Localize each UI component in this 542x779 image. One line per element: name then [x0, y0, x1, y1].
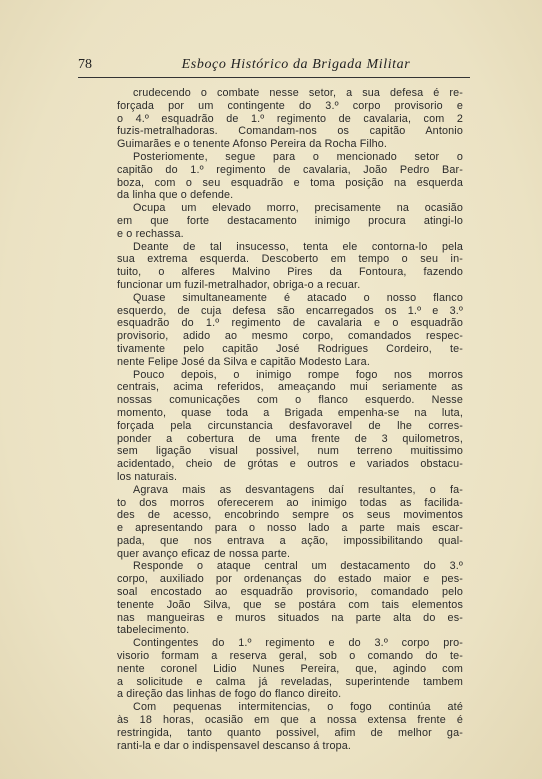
paragraph	[117, 87, 463, 151]
text-line: los naturais.	[117, 470, 178, 483]
text-line: quer avanço eficaz de nossa parte.	[117, 547, 291, 560]
text-line: e o rechassa.	[117, 227, 184, 240]
text-line: tenente João Silva, que se postára com tais elementos	[117, 598, 463, 611]
page-number: 78	[78, 57, 92, 72]
page-header	[78, 55, 470, 78]
body-text	[117, 87, 463, 752]
text-line: nente coronel Lidio Nunes Pereira, que, agindo com	[117, 662, 463, 675]
text-line: o 4.º esquadrão de 1.º regimento de cavalaria, com 2	[117, 112, 463, 125]
text-line: forçada por um contingente do 3.º corpo provisorio e	[117, 99, 463, 112]
text-line: da linha que o defende.	[117, 189, 234, 202]
text-line: acidentado, cheio de grótas e outros e variados obstacu-	[117, 458, 463, 471]
text-line: Deante de tal insucesso, tenta ele contorna-lo pela	[133, 240, 463, 253]
text-line: funcionar um fuzil-metralhador, obriga-o a recuar.	[117, 278, 361, 291]
text-line: ponder a cobertura de uma frente de 3 quilometros,	[117, 432, 463, 445]
text-line: centrais, acima referidos, ameaçando mui seriamente as	[117, 381, 463, 394]
paragraph	[117, 484, 463, 561]
text-line: nas mangueiras e muros situados na parte alta do es-	[117, 611, 463, 624]
text-line: provisorio, adido ao mesmo corpo, comandados respec-	[117, 330, 463, 343]
text-line: boza, com o seu esquadrão e toma posição na esquerda	[117, 176, 463, 189]
text-line: Quase simultaneamente é atacado o nosso flanco	[133, 291, 463, 304]
text-line: visorio formam a reserva geral, sob o comando do te-	[117, 650, 463, 663]
text-line: Agrava mais as desvantagens daí resultantes, o fa-	[133, 483, 463, 496]
text-line: Responde o ataque central um destacamento do 3.º	[133, 560, 463, 573]
paragraph	[117, 560, 463, 637]
text-line: momento, quase toda a Brigada empenha-se na luta,	[117, 406, 463, 419]
running-title: Esboço Histórico da Brigada Militar	[181, 57, 411, 72]
text-line: des de acesso, encobrindo sempre os seus movimentos	[117, 509, 463, 522]
text-line: esquadrão do 1.º regimento de cavalaria e o esquadrão	[117, 317, 463, 330]
text-line: corpo, auxiliado por ordenanças do estado maior e pes-	[117, 573, 463, 586]
paragraph	[117, 151, 463, 202]
paragraph	[117, 369, 463, 484]
text-line: sua extrema esquerda. Descoberto em tempo o seu in-	[117, 253, 463, 266]
paragraph	[117, 292, 463, 369]
text-line: Ocupa um elevado morro, precisamente na ocasião	[133, 202, 463, 215]
text-line: Posteriomente, segue para o mencionado setor o	[133, 150, 463, 163]
text-line: tivamente pelo capitão José Rodrigues Cordeiro, te-	[117, 342, 463, 355]
text-line: to dos morros oferecerem ao inimigo todas as facilida-	[117, 496, 463, 509]
text-line: capitão do 1.º regimento de cavalaria, João Pedro Bar-	[117, 163, 463, 176]
text-line: tabelecimento.	[117, 624, 190, 637]
text-line: crudecendo o combate nesse setor, a sua defesa é re-	[133, 87, 463, 99]
paragraph	[117, 202, 463, 240]
text-line: nente Felipe José da Silva e capitão Modesto Lara.	[117, 355, 370, 368]
text-line: em que forte destacamento inimigo procura atingi-lo	[117, 214, 463, 227]
text-line: restringida, tanto quanto possivel, afim de melhor ga-	[117, 726, 463, 739]
text-line: Guimarães e o tenente Afonso Pereira da Rocha Filho.	[117, 138, 388, 151]
text-line: ranti-la e dar o indispensavel descanso á tropa.	[117, 739, 352, 752]
text-line: e apresentando para o nosso lado a parte mais escar-	[117, 522, 463, 535]
text-line: soal encostado ao esquadrão provisorio, comandado pelo	[117, 586, 463, 599]
paragraph	[117, 701, 463, 752]
text-line: Com pequenas intermitencias, o fogo continúa até	[133, 701, 463, 714]
paragraph	[117, 637, 463, 701]
text-line: Contingentes do 1.º regimento e do 3.º corpo pro-	[133, 637, 463, 650]
text-line: sem ligação visual possivel, num terreno muitissimo	[117, 445, 463, 458]
text-line: tuito, o alferes Malvino Pires da Fontoura, fazendo	[117, 266, 463, 279]
text-line: nossas comunicações com o flanco esquerdo. Nesse	[117, 394, 463, 407]
text-line: esquerdo, de cuja defesa são encarregados os 1.º e 3.º	[117, 304, 463, 317]
text-line: forçada pela circunstancia desfavoravel de lhe corres-	[117, 419, 463, 432]
text-line: a direção das linhas de fogo do flanco direito.	[117, 688, 342, 701]
text-line: fuzis-metralhadoras. Comandam-nos os capitão Antonio	[117, 125, 463, 138]
text-line: a solicitude e calma já reveladas, superintende tambem	[117, 675, 463, 688]
text-line: Pouco depois, o inimigo rompe fogo nos morros	[133, 368, 463, 381]
text-line: pada, que nos entrava a ação, impossibilitando qual-	[117, 534, 463, 547]
paragraph	[117, 241, 463, 292]
text-line: às 18 horas, ocasião em que a nossa extensa frente é	[117, 714, 463, 727]
